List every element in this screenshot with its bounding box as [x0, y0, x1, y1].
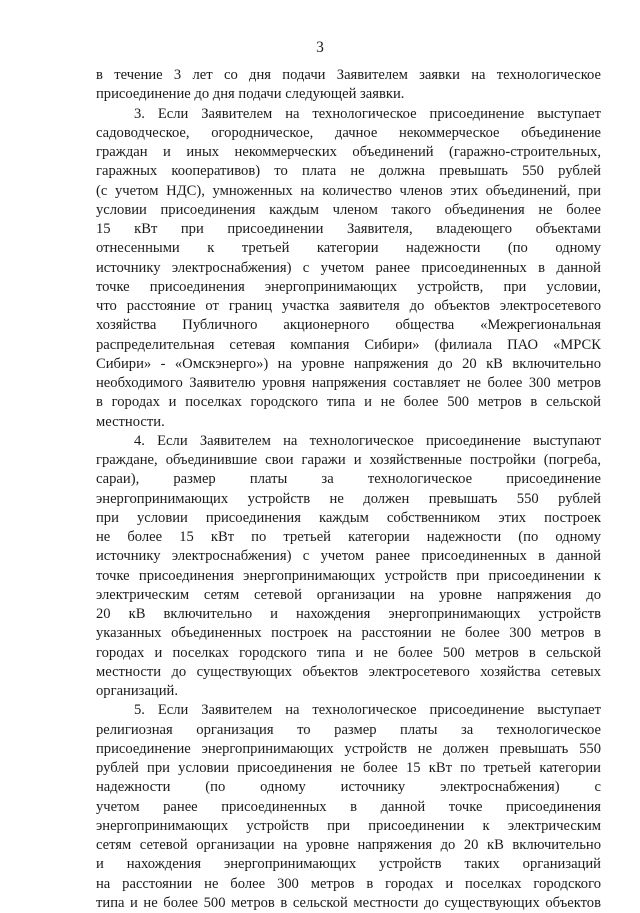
document-body — [96, 66, 601, 913]
page-number: 3 — [316, 39, 324, 56]
text-line: электрическим сетям сетевой организации на уровне напряжения до — [96, 586, 601, 603]
text-line: и нахождения энергопринимающих устройств таких организаций — [96, 856, 601, 873]
text-line: отнесенными к третьей категории надежности (по одному — [96, 240, 601, 257]
text-line: 4. Если Заявителем на технологическое присоединение выступают — [134, 432, 601, 449]
text-line: при условии присоединения каждым собственником этих построек — [96, 509, 601, 526]
text-line: местности. — [96, 413, 165, 430]
text-line: не более 15 кВт по третьей категории надежности (по одному — [96, 529, 601, 545]
text-line: (с учетом НДС), умноженных на количество членов этих объединений, при — [96, 182, 601, 199]
text-line: организаций. — [96, 683, 178, 699]
text-line: 15 кВт при присоединении Заявителя, владеющего объектами — [96, 221, 601, 237]
text-line: садоводческое, огородническое, дачное некоммерческое объединение — [96, 124, 601, 141]
text-line: сетям сетевой организации на уровне напряжения до 20 кВ включительно — [96, 837, 601, 853]
text-line: что расстояние от границ участка заявителя до объектов электросетевого — [96, 298, 601, 314]
text-line: Сибири» - «Омскэнерго») на уровне напряжения до 20 кВ включительно — [96, 355, 601, 372]
text-line: в городах и поселках городского типа и не более 500 метров в сельской — [96, 394, 601, 411]
text-line: энергопринимающих устройств не должен превышать 550 рублей — [96, 490, 601, 507]
text-line: местности до существующих объектов электросетевого хозяйства сетевых — [96, 663, 601, 680]
text-line: сараи), размер платы за технологическое присоединение — [96, 471, 601, 488]
text-line: распределительная сетевая компания Сибири» (филиала ПАО «МРСК — [96, 336, 601, 353]
text-line: в течение 3 лет со дня подачи Заявителем заявки на технологическое — [96, 67, 601, 83]
text-line: хозяйства Публичного акционерного общества «Межрегиональная — [96, 317, 601, 334]
text-line: городах и поселках городского типа и не более 500 метров в сельской — [96, 644, 601, 661]
text-line: религиозная организация то размер платы за технологическое — [96, 721, 601, 738]
text-line: на расстоянии не более 300 метров в городах и поселках городского — [96, 875, 601, 892]
text-line: присоединение до дня подачи следующей заявки. — [96, 86, 405, 103]
text-line: 5. Если Заявителем на технологическое присоединение выступает — [134, 702, 601, 719]
text-line: необходимого Заявителю уровня напряжения составляет не более 300 метров — [96, 375, 601, 391]
text-line: присоединение энергопринимающих устройств не должен превышать 550 — [96, 740, 601, 757]
text-line: учетом ранее присоединенных в данной точке присоединения — [96, 798, 601, 815]
text-line: типа и не более 500 метров в сельской местности до существующих объектов — [96, 894, 601, 911]
text-line: указанных объединенных построек на расстоянии не более 300 метров в — [96, 625, 601, 642]
text-line: источнику электроснабжения) с учетом ранее присоединенных в данной — [96, 548, 601, 565]
text-line: условии присоединения каждым членом такого объединения не более — [96, 201, 601, 218]
text-line: 20 кВ включительно и нахождения энергопринимающих устройств — [96, 606, 601, 622]
text-line: граждан и иных некоммерческих объединений (гаражно-строительных, — [96, 144, 601, 160]
text-line: гаражных кооперативов) то плата не должна превышать 550 рублей — [96, 163, 601, 180]
text-line: рублей при условии присоединения не более 15 кВт по третьей категории — [96, 760, 601, 776]
text-line: 3. Если Заявителем на технологическое присоединение выступает — [134, 105, 601, 122]
text-line: граждане, объединившие свои гаражи и хозяйственные постройки (погреба, — [96, 452, 601, 468]
text-line: точке присоединения энергопринимающих устройств при присоединении к — [96, 567, 601, 584]
text-line: надежности (по одному источнику электроснабжения) с — [96, 779, 601, 796]
text-line: энергопринимающих устройств при присоединении к электрическим — [96, 817, 601, 834]
text-line: точке присоединения энергопринимающих устройств, при условии, — [96, 278, 601, 295]
text-line: источнику электроснабжения) с учетом ранее присоединенных в данной — [96, 259, 601, 276]
